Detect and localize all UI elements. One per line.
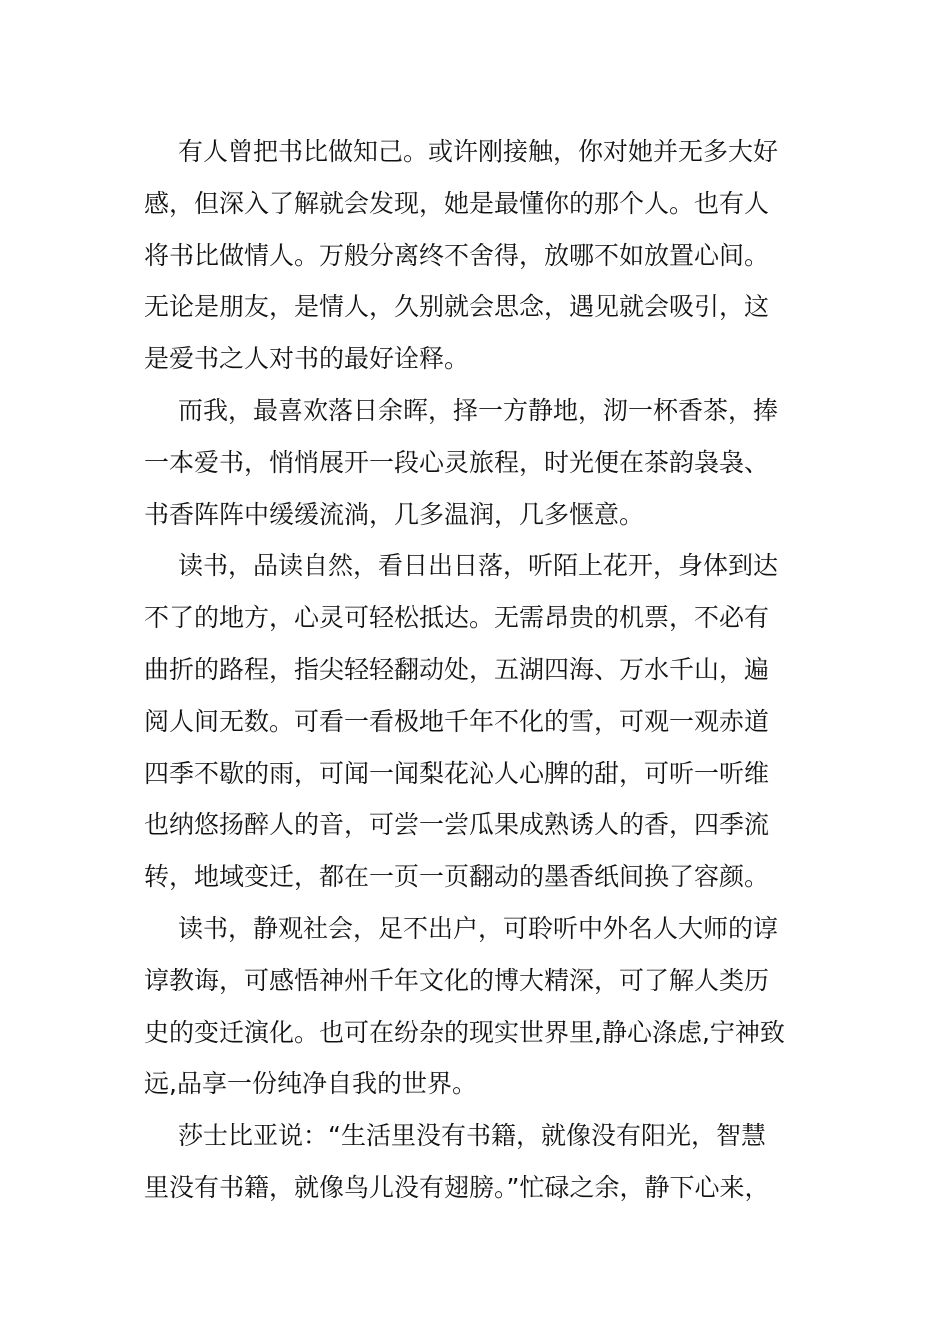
paragraph-2-line-3: 书香阵阵中缓缓流淌，几多温润，几多惬意。 <box>144 499 645 529</box>
paragraph-5-line-1: 莎士比亚说：“生活里没有书籍，就像没有阳光，智慧 <box>178 1121 766 1151</box>
paragraph-1-line-4: 无论是朋友，是情人，久别就会思念，遇见就会吸引，这 <box>144 292 770 322</box>
paragraph-4-line-1: 读书，静观社会，足不出户，可聆听中外名人大师的谆 <box>178 913 779 943</box>
paragraph-2-line-2: 一本爱书，悄悄展开一段心灵旅程，时光便在茶韵袅袅、 <box>144 447 770 477</box>
paragraph-3-line-4: 阅人间无数。可看一看极地千年不化的雪，可观一观赤道 <box>144 706 770 736</box>
paragraph-5-line-2: 里没有书籍，就像鸟儿没有翅膀。”忙碌之余，静下心来， <box>144 1172 770 1202</box>
paragraph-4-line-2: 谆教诲，可感悟神州千年文化的博大精深，可了解人类历 <box>144 965 770 995</box>
paragraph-3-line-3: 曲折的路程，指尖轻轻翻动处，五湖四海、万水千山，遍 <box>144 654 770 684</box>
essay-body <box>144 126 824 1214</box>
paragraph-3-line-2: 不了的地方，心灵可轻松抵达。无需昂贵的机票，不必有 <box>144 603 770 633</box>
paragraph-1-line-5: 是爱书之人对书的最好诠释。 <box>144 344 470 374</box>
paragraph-3-line-1: 读书，品读自然，看日出日落，听陌上花开，身体到达 <box>178 551 779 581</box>
paragraph-3-line-7: 转，地域变迁，都在一页一页翻动的墨香纸间换了容颜。 <box>144 862 770 892</box>
paragraph-1-line-2: 感，但深入了解就会发现，她是最懂你的那个人。也有人 <box>144 188 770 218</box>
paragraph-1-line-1: 有人曾把书比做知己。或许刚接触，你对她并无多大好 <box>178 137 779 166</box>
paragraph-2-line-1: 而我，最喜欢落日余晖，择一方静地，沏一杯香茶，捧 <box>178 395 779 425</box>
paragraph-4-line-3: 史的变迁演化。也可在纷杂的现实世界里,静心涤虑,宁神致 <box>144 1017 785 1047</box>
paragraph-1-line-3: 将书比做情人。万般分离终不舍得，放哪不如放置心间。 <box>144 240 770 270</box>
paragraph-3-line-6: 也纳悠扬醉人的音，可尝一尝瓜果成熟诱人的香，四季流 <box>144 810 770 840</box>
paragraph-4-line-4: 远,品享一份纯净自我的世界。 <box>144 1069 477 1099</box>
paragraph-3-line-5: 四季不歇的雨，可闻一闻梨花沁人心脾的甜，可听一听维 <box>144 758 770 788</box>
